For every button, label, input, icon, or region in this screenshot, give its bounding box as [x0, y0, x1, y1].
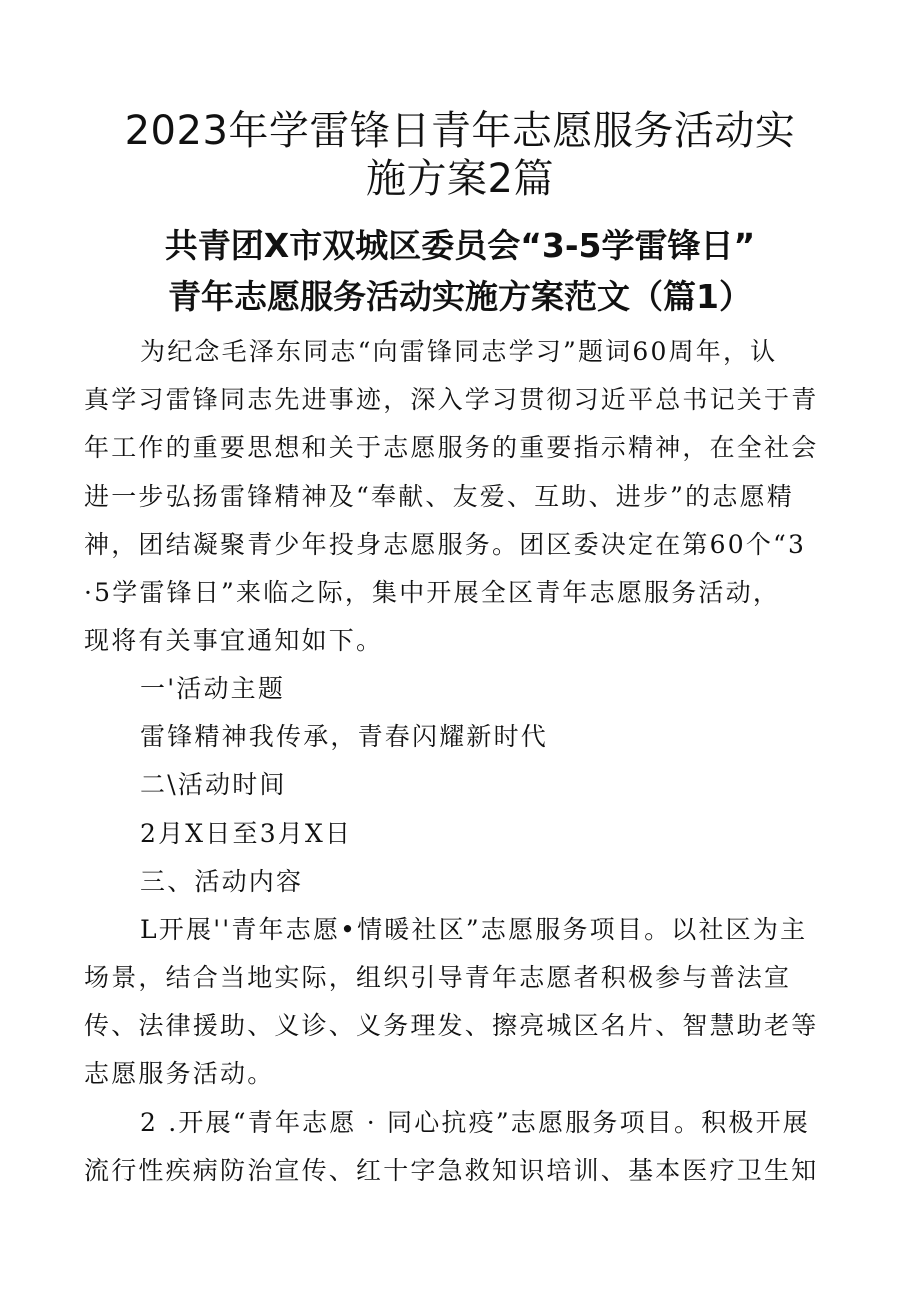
body-line: 2 .开展“青年志愿 · 同心抗疫”志愿服务项目。积极开展 [140, 1108, 811, 1137]
section-heading-time: 二\活动时间 [140, 770, 287, 799]
body-line: 雷锋精神我传承，青春闪耀新时代 [140, 722, 549, 751]
document-title-line-2: 施方案2篇 [366, 156, 554, 202]
body-line: 神，团结凝聚青少年投身志愿服务。团区委决定在第60个“3 [84, 530, 807, 559]
body-line: 现将有关事宜通知如下。 [84, 626, 384, 655]
body-line: 2月X日至3月X日 [140, 819, 353, 848]
document-subtitle-line-1: 共青团X市双城区委员会“3-5学雷锋日” [164, 226, 756, 265]
section-heading-content: 三、活动内容 [140, 867, 304, 896]
body-line: 传、法律援助、义诊、义务理发、擦亮城区名片、智慧助老等 [84, 1011, 819, 1040]
body-line: 场景，结合当地实际，组织引导青年志愿者积极参与普法宣 [84, 963, 792, 992]
body-line: 志愿服务活动。 [84, 1059, 275, 1088]
body-line: 流行性疾病防治宣传、红十字急救知识培训、基本医疗卫生知 [84, 1156, 819, 1185]
body-line: 真学习雷锋同志先进事迹，深入学习贯彻习近平总书记关于青 [84, 385, 819, 414]
body-line: 年工作的重要思想和关于志愿服务的重要指示精神，在全社会 [84, 433, 819, 462]
body-line: 进一步弘扬雷锋精神及“奉献、友爱、互助、进步”的志愿精 [84, 482, 794, 511]
document-subtitle-line-2: 青年志愿服务活动实施方案范文（篇1） [168, 277, 752, 316]
section-heading-theme: 一'活动主题 [140, 674, 286, 703]
body-line: ·5学雷锋日”来临之际，集中开展全区青年志愿服务活动， [84, 578, 781, 607]
body-line: 为纪念毛泽东同志“向雷锋同志学习”题词60周年，认 [140, 337, 778, 366]
body-line: L开展''青年志愿•情暖社区”志愿服务项目。以社区为主 [140, 915, 808, 944]
document-title-line-1: 2023年学雷锋日青年志愿服务活动实 [124, 108, 796, 154]
